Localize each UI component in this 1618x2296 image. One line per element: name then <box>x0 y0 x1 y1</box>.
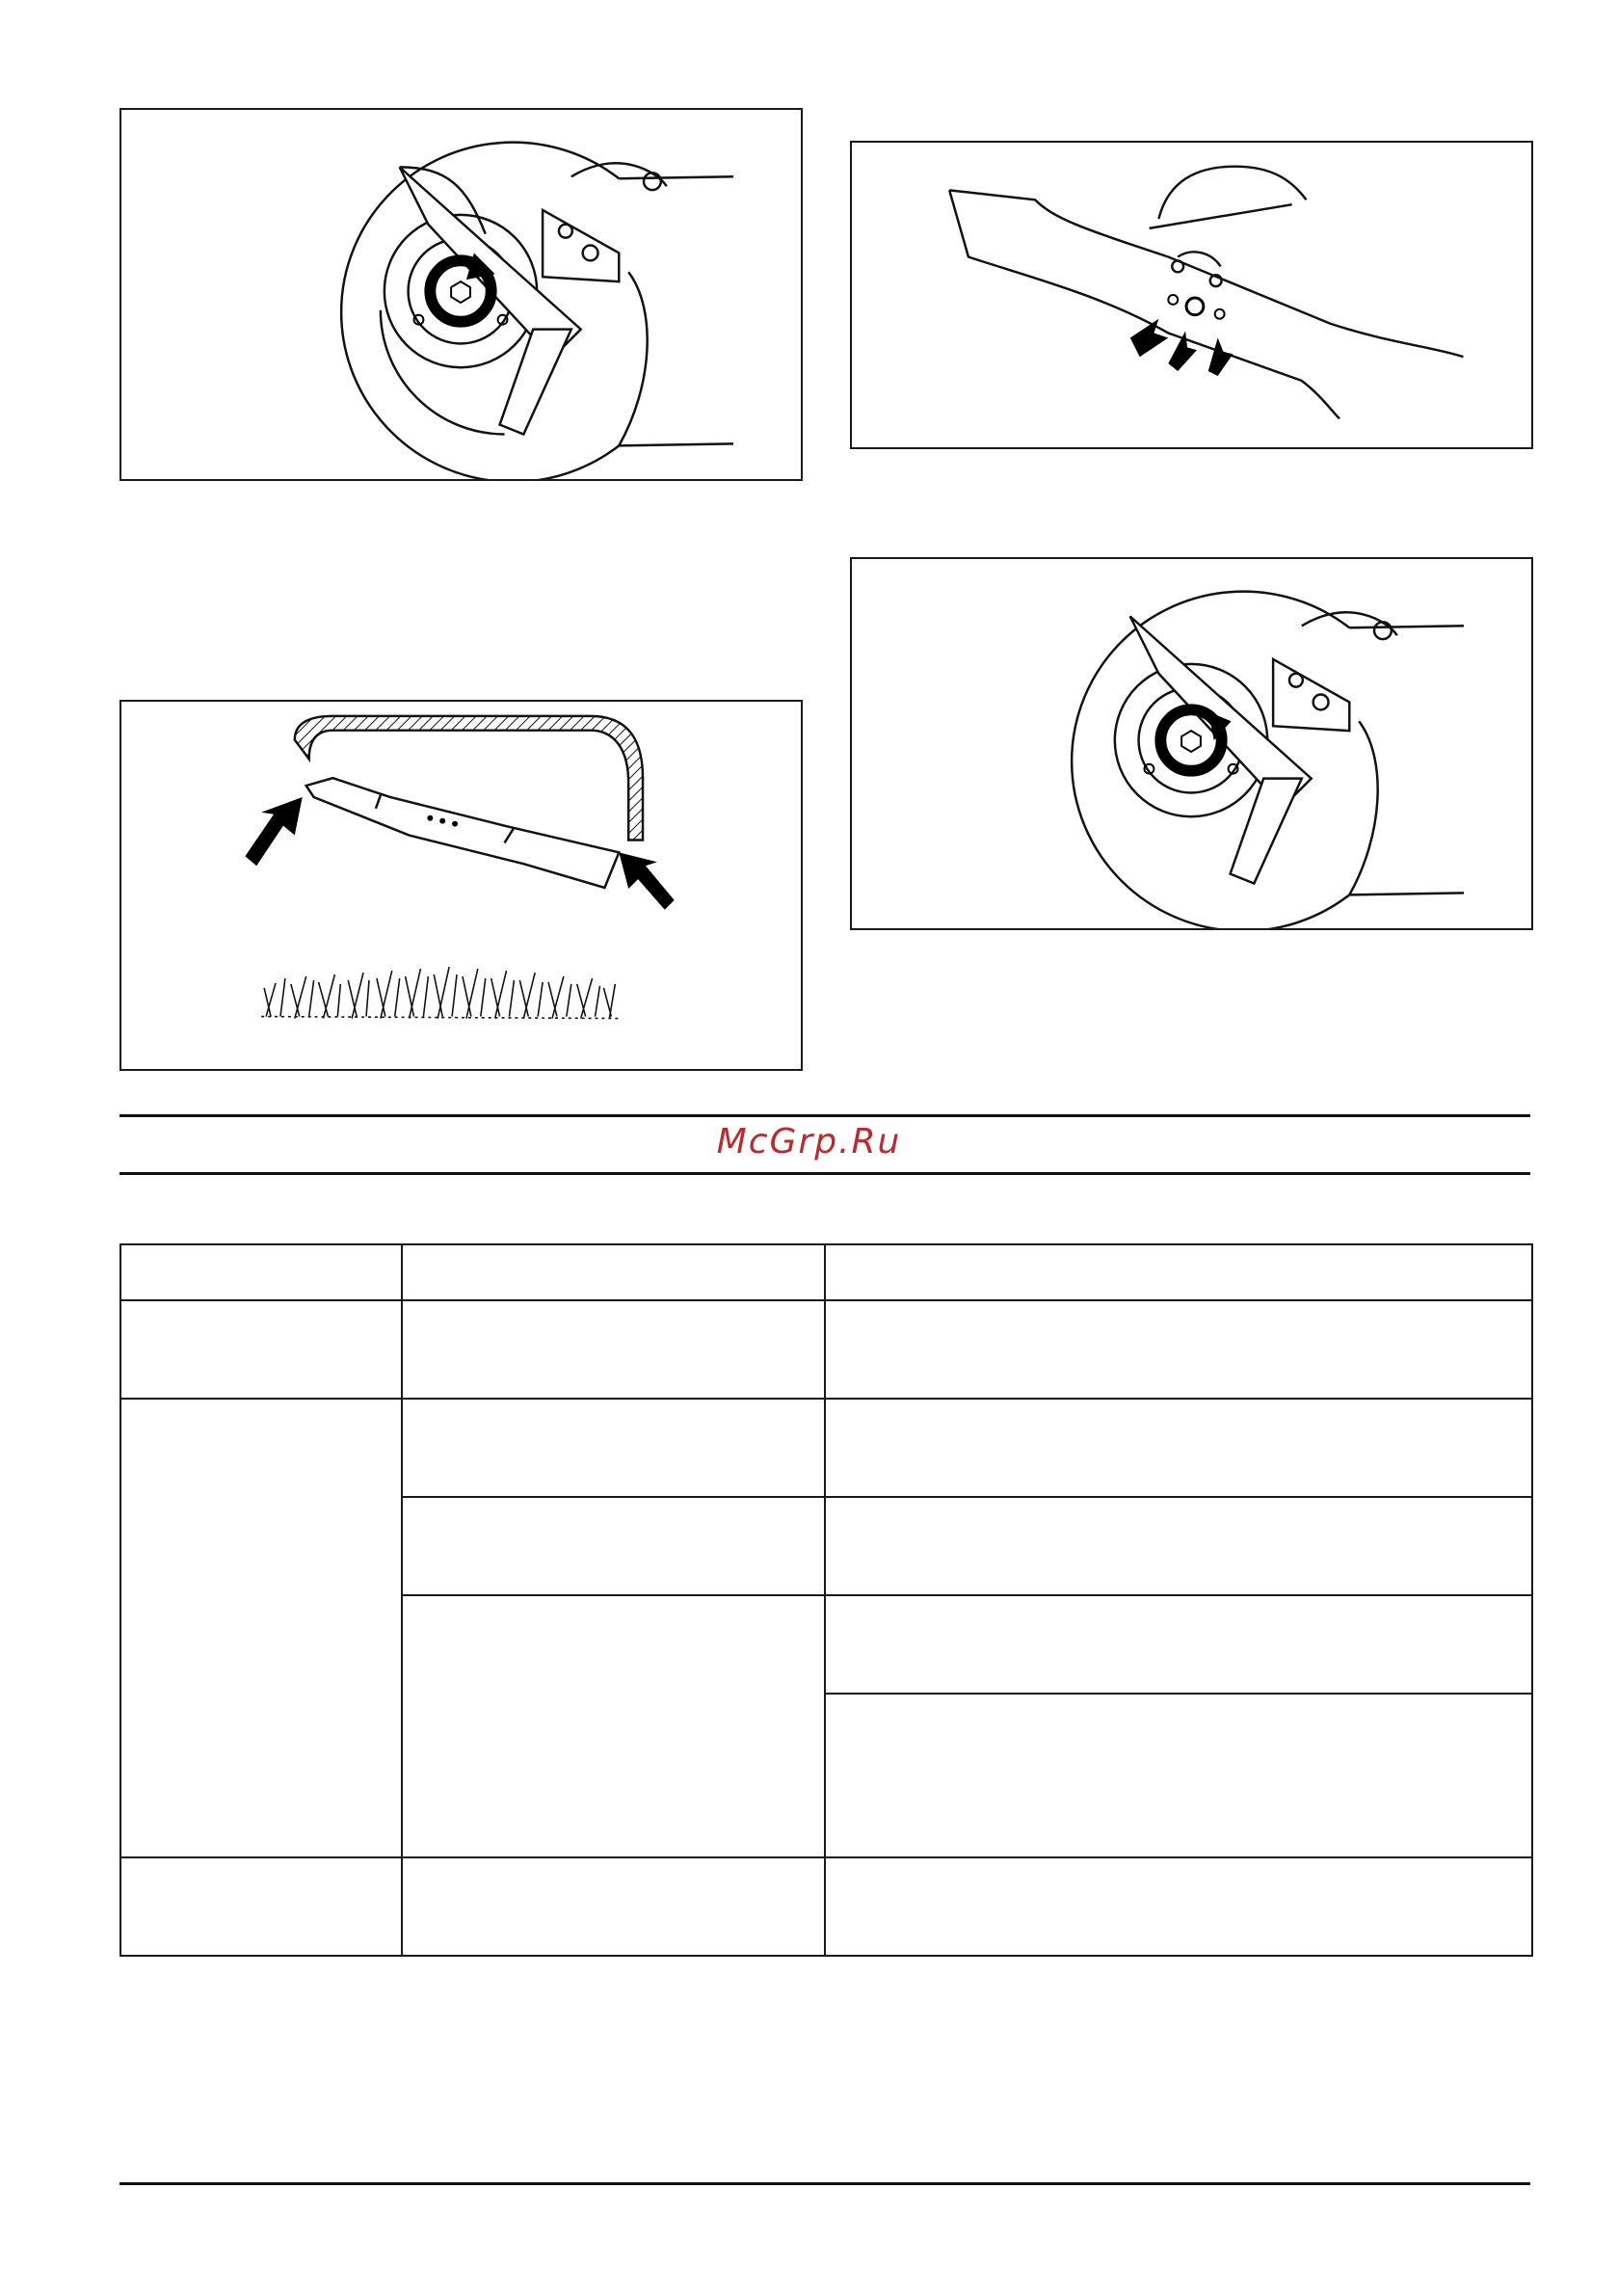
footer-rule <box>119 2182 1530 2185</box>
blade-orientation-grass-icon <box>121 702 801 1069</box>
watermark-text: McGrp.Ru <box>716 1122 902 1161</box>
table-header-problem <box>120 1244 402 1300</box>
table-cell <box>825 1399 1532 1497</box>
blade-loosen-icon <box>121 110 801 479</box>
table-cell <box>825 1497 1532 1595</box>
section-rule-top <box>119 1114 1530 1117</box>
section-rule-bottom <box>119 1172 1530 1175</box>
figure-blade-orientation <box>119 700 803 1071</box>
figure-blade-removal <box>119 108 803 481</box>
table-cell <box>402 1300 825 1399</box>
table-cell <box>825 1595 1532 1694</box>
table-header-row <box>120 1244 1532 1300</box>
table-header-remedy <box>825 1244 1532 1300</box>
table-cell <box>825 1857 1532 1956</box>
table-cell <box>120 1399 402 1857</box>
table-row <box>120 1399 1532 1497</box>
table-cell <box>402 1857 825 1956</box>
table-cell <box>825 1300 1532 1399</box>
table-cell <box>825 1694 1532 1857</box>
blade-holes-arrows-icon <box>852 143 1531 447</box>
table-row <box>120 1857 1532 1956</box>
table-cell <box>120 1300 402 1399</box>
table-cell <box>402 1595 825 1857</box>
table-cell <box>402 1497 825 1595</box>
grass-illustration <box>261 967 619 1018</box>
troubleshooting-table <box>119 1243 1533 1957</box>
blade-tighten-icon <box>852 559 1531 928</box>
figure-blade-holes <box>850 141 1533 449</box>
table-cell <box>402 1399 825 1497</box>
table-cell <box>120 1857 402 1956</box>
table-row <box>120 1300 1532 1399</box>
figure-blade-tighten <box>850 557 1533 930</box>
table-header-cause <box>402 1244 825 1300</box>
